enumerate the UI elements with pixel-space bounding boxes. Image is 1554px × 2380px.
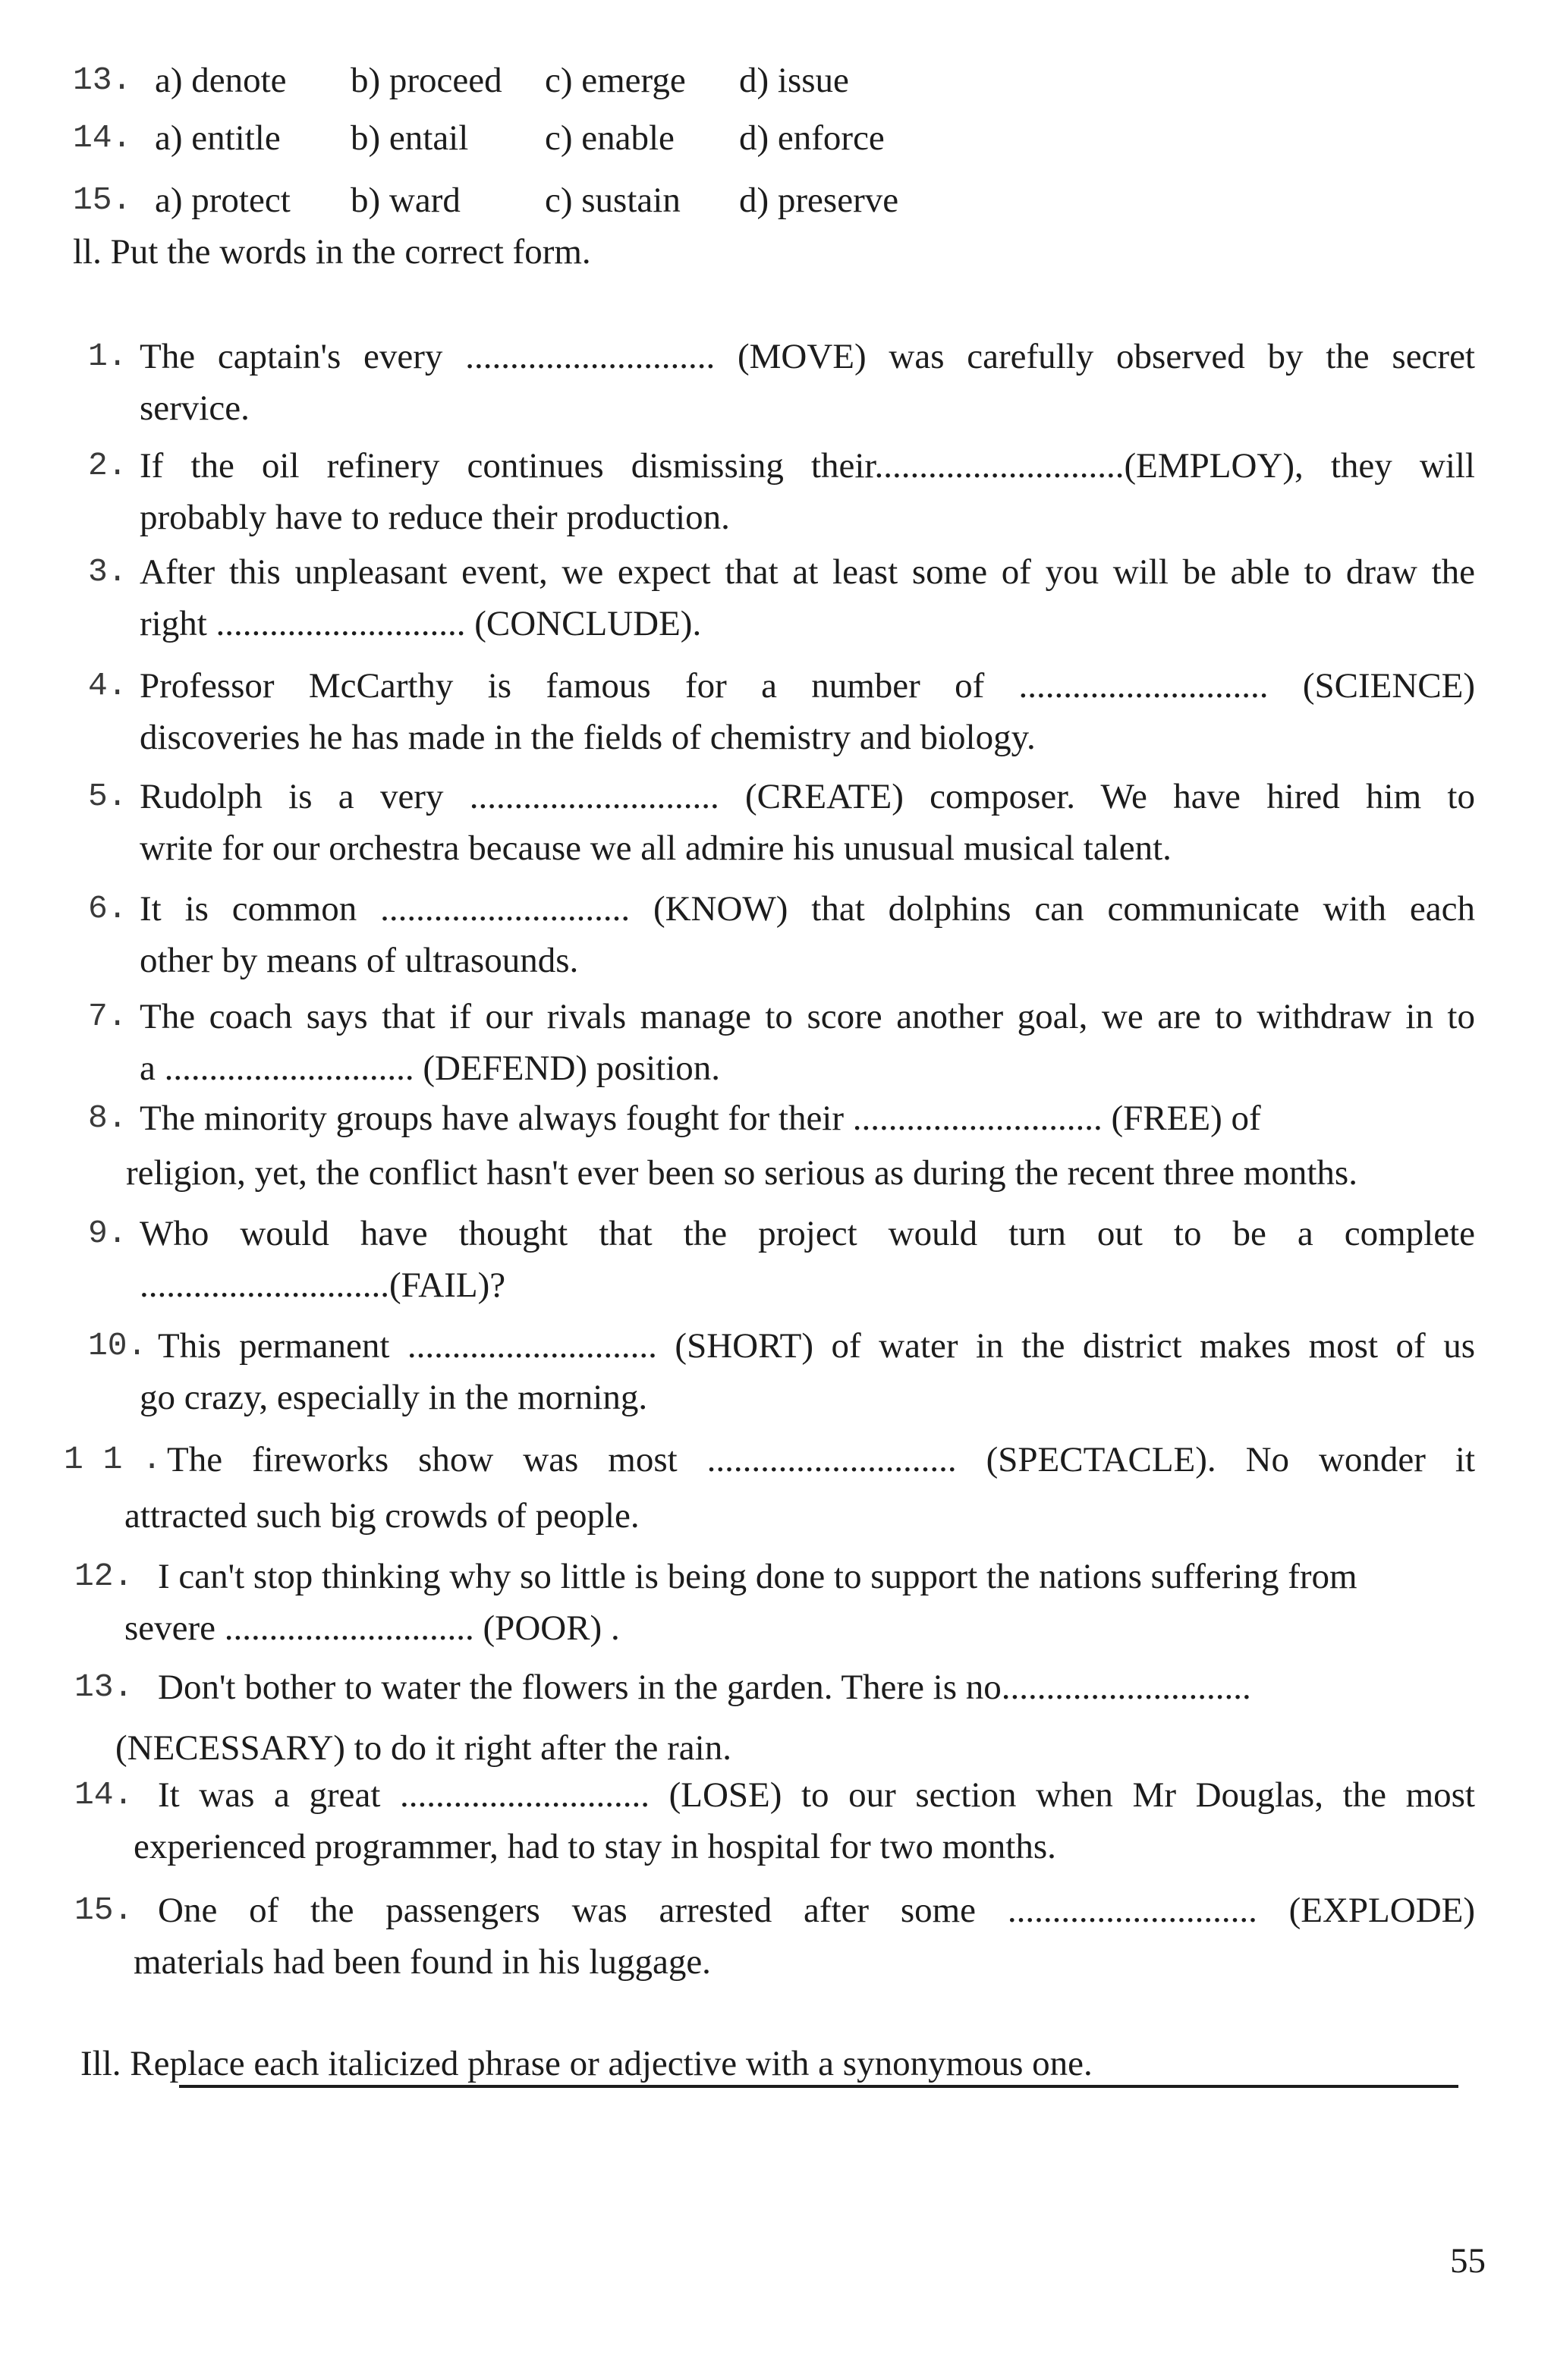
item-text-line1: Professor McCarthy is famous for a number of ............................ (SCIENCE) (140, 666, 1475, 706)
section-2-heading: ll. Put the words in the correct form. (73, 232, 591, 272)
item-number: 4. (88, 667, 127, 704)
item-text-line1: The minority groups have always fought for their ............................ (FREE) of (140, 1099, 1261, 1138)
mc-option-a: a) protect (155, 181, 291, 220)
page-number: 55 (1450, 2241, 1486, 2281)
exercise-item-13 (115, 1662, 1475, 1774)
item-text-line2: religion, yet, the conflict hasn't ever been so serious as during the recent three months. (126, 1153, 1357, 1193)
mc-number: 13. (73, 61, 132, 99)
item-text-line1: One of the passengers was arrested after some ............................ (EXPLODE) (158, 1891, 1475, 1930)
item-text-line1: It was a great ............................ (LOSE) to our section when Mr Douglas, the most (158, 1775, 1475, 1815)
item-number: 14. (74, 1776, 134, 1813)
item-text-line1: It is common ............................ (KNOW) that dolphins can communicate with each (140, 889, 1475, 929)
mc-option-d: d) preserve (739, 181, 899, 220)
item-text-line1: The coach says that if our rivals manage to score another goal, we are to withdraw in to (140, 997, 1475, 1036)
item-number: 9. (88, 1215, 127, 1252)
mc-option-c: c) emerge (545, 61, 686, 100)
item-text-line2: attracted such big crowds of people. (124, 1496, 640, 1536)
exercise-item-14 (134, 1769, 1475, 1872)
item-text-line1: If the oil refinery continues dismissing their............................(EMPLOY), they will (140, 446, 1475, 486)
item-text-line2: ............................(FAIL)? (140, 1265, 506, 1305)
mc-option-b: b) entail (351, 118, 469, 158)
mc-option-b: b) ward (351, 181, 461, 220)
item-number: 1. (88, 338, 127, 375)
mc-option-c: c) enable (545, 118, 675, 158)
item-text-line1: After this unpleasant event, we expect that at least some of you will be able to draw the (140, 552, 1475, 592)
item-text-line2: write for our orchestra because we all admire his unusual musical talent. (140, 828, 1172, 868)
exercise-item-6 (140, 883, 1475, 986)
item-text-line1: The captain's every ............................ (MOVE) was carefully observed by the secret (140, 337, 1475, 376)
exercise-item-12 (124, 1551, 1475, 1654)
item-number: 5. (88, 778, 127, 815)
exercise-item-8 (126, 1093, 1477, 1199)
item-text-line1: The fireworks show was most ............................ (SPECTACLE). No wonder it (167, 1440, 1475, 1479)
exercise-item-2 (140, 440, 1475, 543)
item-text-line1: Don't bother to water the flowers in the garden. There is no............................ (158, 1668, 1251, 1707)
item-text-line2: right ............................ (CONCLUDE). (140, 604, 702, 643)
exercise-item-4 (140, 660, 1475, 763)
item-text-line1: Who would have thought that the project would turn out to be a complete (140, 1214, 1475, 1253)
exercise-item-11 (124, 1434, 1475, 1542)
item-number: 8. (88, 1099, 127, 1137)
section-3-heading: Ill. Replace each italicized phrase or adjective with a synonymous one. (80, 2044, 1093, 2083)
item-text-line2: severe ............................ (POOR) . (124, 1608, 620, 1648)
item-text-line2: service. (140, 388, 250, 428)
item-text-line2: a ............................ (DEFEND) position. (140, 1049, 721, 1088)
mc-option-d: d) enforce (739, 118, 885, 158)
item-text-line2: probably have to reduce their production. (140, 498, 730, 537)
item-text-line1: I can't stop thinking why so little is being done to support the nations suffering from (158, 1557, 1357, 1596)
mc-option-b: b) proceed (351, 61, 502, 100)
item-number: 3. (88, 553, 127, 590)
item-text-line2: experienced programmer, had to stay in hospital for two months. (134, 1827, 1056, 1866)
exercise-item-10 (140, 1320, 1475, 1423)
mc-option-c: c) sustain (545, 181, 681, 220)
exercise-item-15 (134, 1885, 1475, 1988)
mc-row-15 (73, 178, 1059, 223)
exercise-item-3 (140, 546, 1475, 649)
mc-row-13 (73, 58, 1059, 103)
exercise-item-5 (140, 771, 1475, 874)
item-text-line2: go crazy, especially in the morning. (140, 1378, 648, 1417)
item-number: 10. (88, 1327, 147, 1364)
mc-number: 14. (73, 119, 132, 156)
item-text-line2: (NECESSARY) to do it right after the rain. (115, 1728, 731, 1768)
mc-row-14 (73, 115, 1059, 161)
mc-option-a: a) entitle (155, 118, 281, 158)
item-text-line2: discoveries he has made in the fields of chemistry and biology. (140, 718, 1036, 757)
mc-option-d: d) issue (739, 61, 849, 100)
exercise-item-1 (140, 331, 1475, 434)
item-text-line1: Rudolph is a very ............................ (CREATE) composer. We have hired him to (140, 777, 1475, 816)
item-number: 1 1 . (64, 1441, 162, 1478)
item-number: 15. (74, 1891, 134, 1929)
exercise-item-7 (140, 991, 1475, 1094)
item-text-line2: other by means of ultrasounds. (140, 941, 579, 980)
item-number: 7. (88, 998, 127, 1035)
underline-rule (179, 2085, 1458, 2088)
item-number: 13. (74, 1668, 134, 1706)
item-text-line1: This permanent ............................ (SHORT) of water in the district makes most of us (158, 1326, 1475, 1366)
mc-number: 15. (73, 181, 132, 219)
item-number: 2. (88, 447, 127, 484)
exercise-item-9 (140, 1208, 1475, 1311)
item-number: 6. (88, 890, 127, 927)
mc-option-a: a) denote (155, 61, 287, 100)
item-text-line2: materials had been found in his luggage. (134, 1942, 711, 1982)
item-number: 12. (74, 1558, 134, 1595)
